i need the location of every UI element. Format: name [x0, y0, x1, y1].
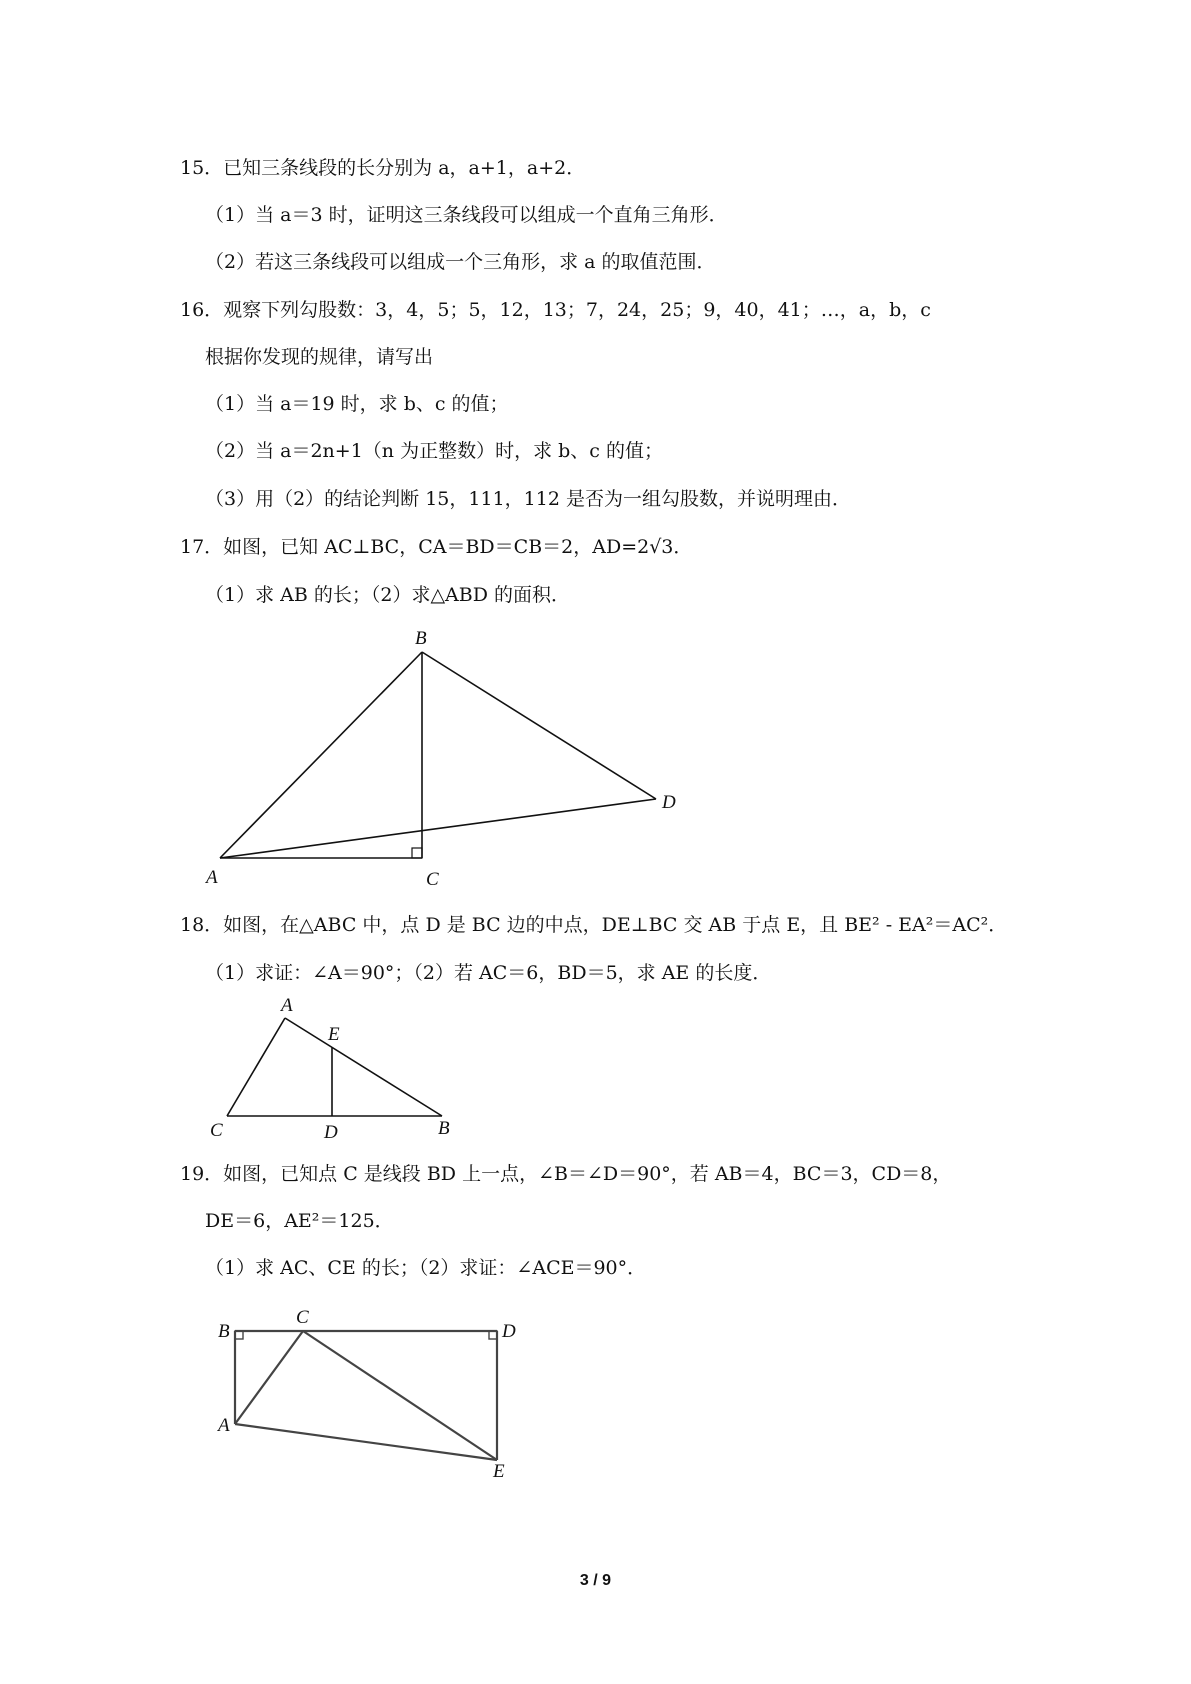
segment-CA	[227, 1018, 285, 1116]
right-angle-mark-B	[235, 1331, 243, 1339]
q18-stem: 18．如图，在△ABC 中，点 D 是 BC 边的中点，DE⊥BC 交 AB 于点 E，且 BE² - EA²＝AC²．	[180, 914, 1008, 936]
label-C: C	[210, 1120, 223, 1141]
segment-AB	[285, 1018, 442, 1116]
q16-stem-cont: 根据你发现的规律，请写出	[205, 346, 434, 368]
segment-AC	[235, 1331, 303, 1424]
label-E: E	[328, 1024, 340, 1045]
right-angle-mark-C	[412, 848, 422, 858]
label-A: A	[281, 995, 293, 1016]
label-A: A	[218, 1415, 230, 1436]
q19-figure	[200, 1290, 540, 1480]
label-B: B	[438, 1118, 450, 1139]
segment-AD	[220, 799, 656, 858]
q19-parts: （1）求 AC、CE 的长；（2）求证：∠ACE＝90°．	[205, 1257, 647, 1279]
label-D: D	[502, 1321, 516, 1342]
segment-CE	[303, 1331, 497, 1460]
q19-stem: 19．如图，已知点 C 是线段 BD 上一点，∠B＝∠D＝90°，若 AB＝4，BC＝3，CD＝8，	[180, 1163, 952, 1185]
q17-stem: 17．如图，已知 AC⊥BC，CA＝BD＝CB＝2，AD=2√3．	[180, 536, 693, 558]
page-number: 3 / 9	[579, 1572, 612, 1589]
right-angle-mark-D	[489, 1331, 497, 1339]
q15-part2: （2）若这三条线段可以组成一个三角形，求 a 的取值范围．	[205, 251, 716, 273]
segment-AB	[220, 652, 422, 858]
label-B: B	[218, 1321, 230, 1342]
label-D: D	[324, 1122, 338, 1143]
q17-parts: （1）求 AB 的长；（2）求△ABD 的面积．	[205, 584, 571, 606]
label-D: D	[662, 792, 676, 813]
q16-part3: （3）用（2）的结论判断 15，111，112 是否为一组勾股数，并说明理由．	[205, 488, 851, 510]
q15-part1: （1）当 a＝3 时，证明这三条线段可以组成一个直角三角形．	[205, 204, 728, 226]
q15-stem: 15．已知三条线段的长分别为 a，a+1，a+2．	[180, 157, 586, 179]
q16-stem: 16．观察下列勾股数：3，4，5；5，12，13；7，24，25；9，40，41；…，a，b，c	[180, 299, 931, 321]
label-B: B	[415, 628, 427, 649]
q18-parts: （1）求证：∠A＝90°；（2）若 AC＝6，BD＝5，求 AE 的长度．	[205, 962, 772, 984]
label-A: A	[206, 867, 218, 888]
label-C: C	[296, 1307, 309, 1328]
q19-stem-cont: DE＝6，AE²＝125．	[205, 1210, 394, 1232]
q17-figure	[200, 620, 680, 900]
q18-figure	[200, 995, 460, 1145]
q16-part1: （1）当 a＝19 时，求 b、c 的值；	[205, 393, 509, 415]
label-E: E	[493, 1461, 505, 1482]
q16-part2: （2）当 a＝2n+1（n 为正整数）时，求 b、c 的值；	[205, 440, 663, 462]
label-C: C	[426, 869, 439, 890]
segment-BD	[422, 652, 656, 799]
segment-AE	[235, 1424, 497, 1460]
